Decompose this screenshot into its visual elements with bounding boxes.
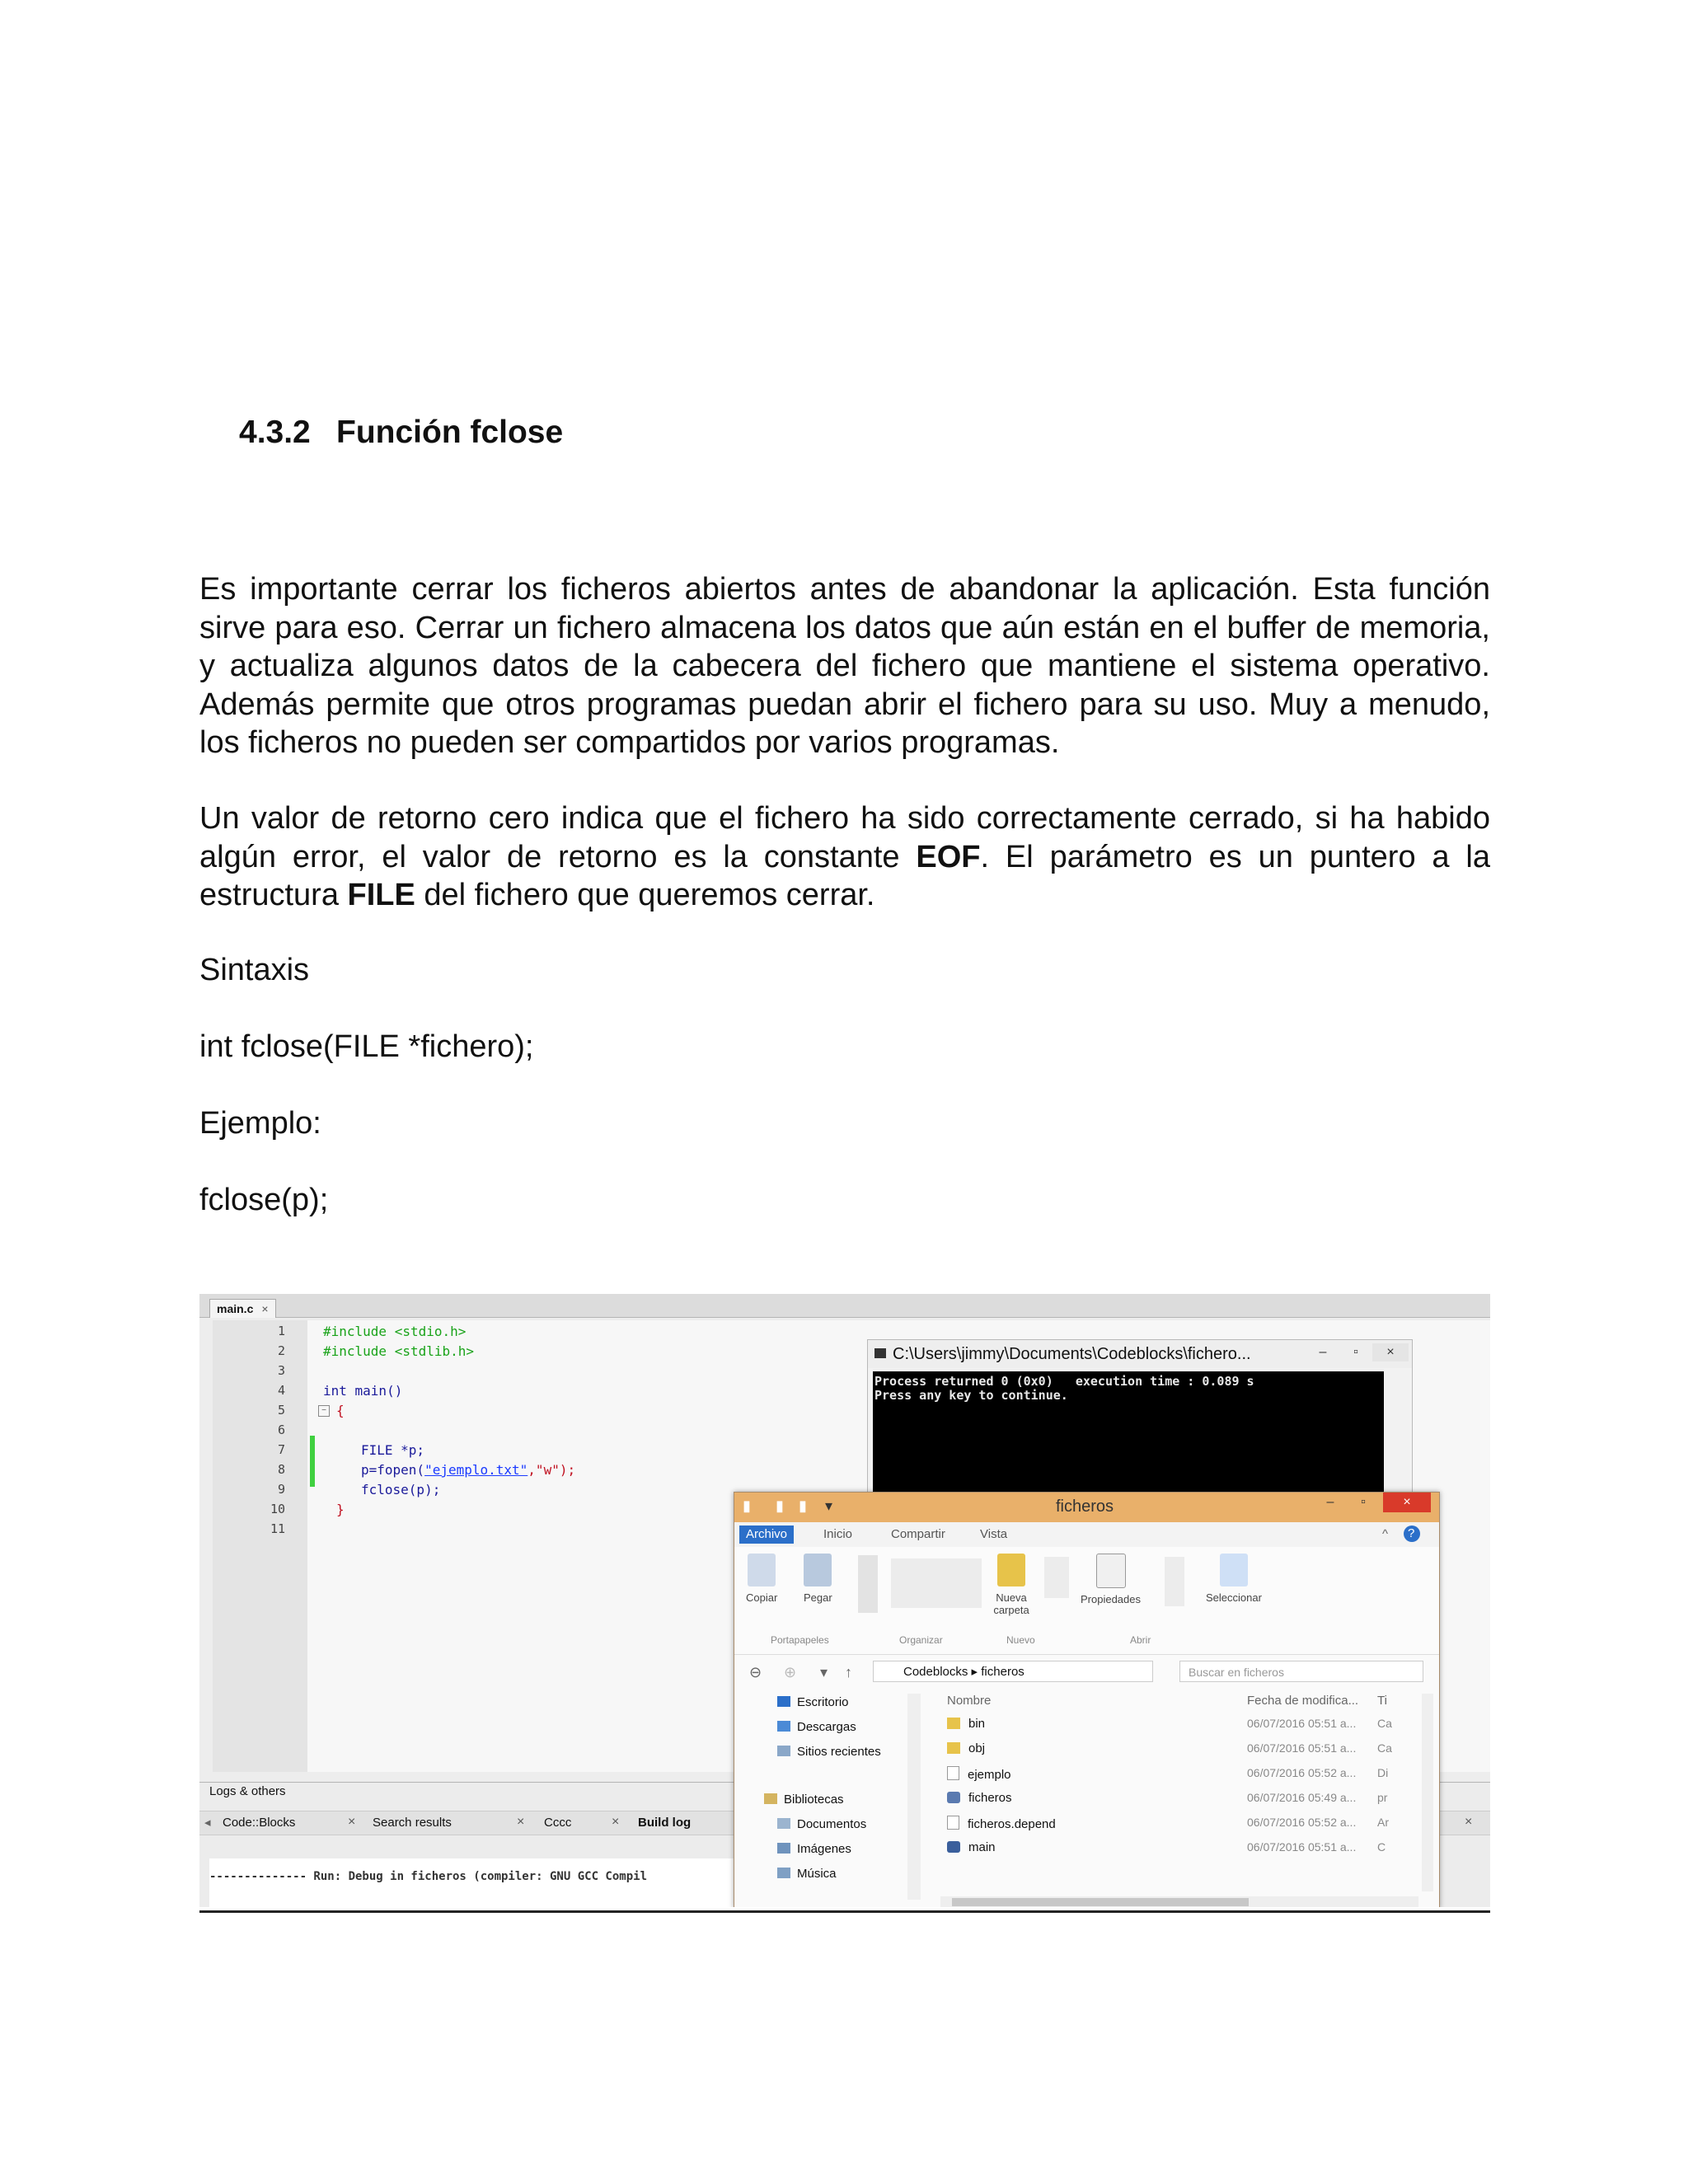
- file-struct: FILE: [347, 878, 415, 912]
- tab-vista[interactable]: Vista: [980, 1527, 1008, 1541]
- nav-label: Bibliotecas: [784, 1793, 844, 1807]
- code-token: ,"w");: [528, 1462, 576, 1478]
- navigation-pane: [743, 1694, 924, 1907]
- project-icon: [947, 1792, 960, 1803]
- ribbon-group-label: Portapapeles: [771, 1634, 829, 1646]
- explorer-menubar: [734, 1522, 1439, 1548]
- tab-archivo[interactable]: Archivo: [739, 1526, 794, 1544]
- example-code: fclose(p);: [199, 1183, 329, 1217]
- address-field[interactable]: Codeblocks ▸ ficheros: [873, 1661, 1153, 1682]
- logs-tab-search[interactable]: [373, 1815, 452, 1831]
- line-number: 9: [277, 1482, 285, 1497]
- line-number: 10: [270, 1502, 285, 1516]
- file-row[interactable]: [940, 1837, 1435, 1860]
- file-name: ficheros: [968, 1791, 1012, 1805]
- explorer-ribbon: [734, 1547, 1439, 1655]
- line-number: 5: [277, 1403, 285, 1418]
- downloads-icon: [777, 1721, 790, 1732]
- documents-icon: [777, 1818, 790, 1829]
- nav-item[interactable]: [777, 1842, 851, 1856]
- file-row[interactable]: [940, 1812, 1435, 1835]
- file-row[interactable]: [940, 1763, 1435, 1786]
- ribbon-group-label: Nuevo: [1006, 1634, 1035, 1646]
- build-log-output: -------------- Run: Debug in ficheros (compiler: GNU GCC Compil: [209, 1858, 869, 1907]
- button-label: Pegar: [804, 1591, 832, 1604]
- tab-inicio[interactable]: Inicio: [823, 1527, 853, 1541]
- code-token: p=fopen(: [361, 1462, 425, 1478]
- desktop-icon: [777, 1696, 790, 1707]
- close-icon[interactable]: ×: [1383, 1493, 1431, 1512]
- file-type: pr: [1377, 1791, 1388, 1804]
- code-line: }: [336, 1502, 345, 1517]
- column-header-type[interactable]: Ti: [1377, 1694, 1387, 1708]
- file-date: 06/07/2016 05:52 a...: [1247, 1766, 1357, 1779]
- file-name: bin: [968, 1717, 986, 1731]
- nav-label: Sitios recientes: [797, 1745, 881, 1759]
- line-number: 7: [277, 1442, 285, 1457]
- line-number: 6: [277, 1422, 285, 1437]
- properties-icon[interactable]: ▮: [776, 1497, 784, 1514]
- code-line: [361, 1462, 575, 1478]
- file-list-scrollbar[interactable]: [1422, 1694, 1433, 1891]
- libraries-icon: [764, 1793, 777, 1804]
- column-header-date[interactable]: Fecha de modifica...: [1247, 1694, 1359, 1708]
- explorer-titlebar[interactable]: [734, 1493, 1439, 1522]
- fold-toggle-icon[interactable]: −: [318, 1405, 330, 1417]
- changed-lines-marker: [310, 1436, 315, 1487]
- button-label: Copiar: [746, 1591, 778, 1604]
- new-item-icon[interactable]: [1044, 1557, 1069, 1598]
- paragraph-intro: Es importante cerrar los ficheros abiertos antes de abandonar la aplicación. Esta función sirve para eso. Cerrar un fichero almacena los datos que aún están en el buffer de memoria, y actualiza algunos datos de la cabecera del fichero que mantiene el sistema operativo. Además permite que otros programas puedan abrir el fichero para su uso. Muy a menudo, los ficheros no pueden ser compartidos por varios programas.: [199, 572, 1490, 760]
- code-line: FILE *p;: [361, 1442, 425, 1458]
- file-name: main: [968, 1840, 996, 1854]
- logs-tab-codeblocks[interactable]: [223, 1815, 295, 1831]
- console-output: [873, 1371, 1384, 1500]
- logs-tab-build[interactable]: [638, 1815, 691, 1831]
- nav-label: Imágenes: [797, 1842, 851, 1856]
- close-icon[interactable]: ×: [517, 1815, 525, 1829]
- file-icon: [947, 1816, 959, 1830]
- select-button[interactable]: [1206, 1554, 1262, 1604]
- properties-icon: [1096, 1554, 1126, 1588]
- example-label: Ejemplo:: [199, 1106, 321, 1141]
- horizontal-scrollbar[interactable]: [940, 1896, 1418, 1907]
- maximize-icon[interactable]: ▫: [1361, 1495, 1366, 1509]
- select-icon: [1220, 1554, 1248, 1586]
- file-row[interactable]: [940, 1713, 1435, 1736]
- copy-button[interactable]: [746, 1554, 777, 1604]
- music-icon: [777, 1868, 790, 1878]
- file-date: 06/07/2016 05:51 a...: [1247, 1840, 1357, 1854]
- paragraph-text: . El parámetro es un puntero a la estructura: [199, 839, 1490, 912]
- recent-places-icon: [777, 1746, 790, 1756]
- console-line: Press any key to continue.: [874, 1388, 1068, 1403]
- section-title: Función fclose: [336, 415, 564, 450]
- line-number: 8: [277, 1462, 285, 1477]
- ribbon-group-label: Organizar: [899, 1634, 943, 1646]
- ribbon-group-label: Abrir: [1130, 1634, 1151, 1646]
- editor-tabbar: [199, 1294, 1490, 1318]
- section-heading: [239, 415, 563, 451]
- help-icon[interactable]: ?: [1404, 1526, 1420, 1542]
- button-label: Seleccionar: [1206, 1591, 1262, 1604]
- section-number: 4.3.2: [239, 415, 311, 450]
- open-icon[interactable]: [1165, 1557, 1184, 1606]
- file-type: Ca: [1377, 1717, 1392, 1730]
- minimize-icon[interactable]: –: [1319, 1345, 1327, 1359]
- images-icon: [777, 1843, 790, 1854]
- console-line: Process returned 0 (0x0) execution time : 0.089 s: [874, 1374, 1254, 1389]
- nav-item[interactable]: [764, 1793, 844, 1807]
- button-label: Nueva carpeta: [993, 1591, 1029, 1616]
- file-date: 06/07/2016 05:51 a...: [1247, 1717, 1357, 1730]
- new-folder-button[interactable]: [988, 1554, 1034, 1616]
- editor-tab-main[interactable]: [209, 1299, 276, 1318]
- file-name: ejemplo: [968, 1768, 1011, 1782]
- file-row[interactable]: [940, 1738, 1435, 1761]
- nav-label: Escritorio: [797, 1695, 849, 1709]
- nav-label: Descargas: [797, 1720, 856, 1734]
- line-number: 3: [277, 1363, 285, 1378]
- console-title: C:\Users\jimmy\Documents\Codeblocks\fichero...: [893, 1345, 1251, 1363]
- button-label: Propiedades: [1081, 1593, 1141, 1605]
- syntax-label: Sintaxis: [199, 953, 310, 987]
- file-list: [940, 1694, 1435, 1907]
- chevron-down-icon[interactable]: ▾: [820, 1664, 828, 1680]
- syntax-code: int fclose(FILE *fichero);: [199, 1029, 534, 1064]
- logs-title: Logs & others: [209, 1784, 286, 1798]
- tab-label: main.c: [217, 1302, 254, 1315]
- folder-icon: [947, 1718, 960, 1729]
- tab-compartir[interactable]: Compartir: [891, 1527, 945, 1541]
- tab-label: Build log: [638, 1816, 692, 1830]
- screenshot-figure: [199, 1294, 1490, 1907]
- console-window[interactable]: [867, 1339, 1413, 1502]
- file-date: 06/07/2016 05:52 a...: [1247, 1816, 1357, 1829]
- code-line: fclose(p);: [361, 1482, 441, 1497]
- chevron-up-icon[interactable]: ^: [1382, 1527, 1389, 1541]
- file-type: Ar: [1377, 1816, 1389, 1829]
- maximize-icon[interactable]: ▫: [1353, 1345, 1358, 1359]
- customize-icon[interactable]: ▾: [825, 1497, 833, 1514]
- breadcrumb-item[interactable]: ficheros: [981, 1665, 1025, 1679]
- file-row[interactable]: [940, 1788, 1435, 1811]
- breadcrumb-item[interactable]: Codeblocks: [903, 1665, 968, 1679]
- console-icon: [874, 1348, 886, 1358]
- line-number: 1: [277, 1324, 285, 1338]
- folder-icon: ▮: [743, 1497, 751, 1514]
- nav-item[interactable]: [777, 1695, 849, 1709]
- folder-icon: [947, 1742, 960, 1754]
- code-line: {: [336, 1403, 345, 1418]
- forward-icon[interactable]: ⊕: [784, 1664, 797, 1680]
- source-file-icon: [947, 1841, 960, 1853]
- file-name: obj: [968, 1741, 986, 1755]
- file-type: Di: [1377, 1766, 1389, 1779]
- file-type: C: [1377, 1840, 1386, 1854]
- file-date: 06/07/2016 05:49 a...: [1247, 1791, 1357, 1804]
- cut-icon[interactable]: [858, 1555, 878, 1613]
- nav-item[interactable]: [777, 1867, 837, 1881]
- properties-button[interactable]: [1081, 1554, 1141, 1605]
- close-icon[interactable]: ×: [612, 1815, 620, 1829]
- paste-button[interactable]: [804, 1554, 832, 1604]
- scroll-left-icon[interactable]: ◂: [204, 1816, 211, 1830]
- nav-label: Documentos: [797, 1817, 867, 1831]
- paste-icon: [804, 1554, 832, 1586]
- search-input[interactable]: Buscar en ficheros: [1179, 1661, 1423, 1682]
- column-header-name[interactable]: Nombre: [947, 1694, 992, 1708]
- figure-bottom-rule: [199, 1910, 1490, 1913]
- paragraph-text: Un valor de retorno cero indica que el fichero ha sido correctamente cerrado, si ha habido algún error, el valor de retorno es la constante: [199, 801, 1490, 874]
- file-icon: [947, 1766, 959, 1780]
- address-bar: [734, 1657, 1439, 1687]
- code-string: "ejemplo.txt": [424, 1462, 528, 1478]
- nav-item[interactable]: [777, 1745, 881, 1759]
- nav-item[interactable]: [777, 1817, 866, 1831]
- code-line: #include <stdio.h>: [323, 1324, 467, 1339]
- explorer-title: ficheros: [1056, 1497, 1114, 1516]
- code-line: int main(): [323, 1383, 403, 1399]
- new-folder-icon[interactable]: ▮: [799, 1497, 807, 1514]
- paragraph-text: del fichero que queremos cerrar.: [415, 878, 875, 912]
- minimize-icon[interactable]: –: [1326, 1495, 1334, 1509]
- eof-constant: EOF: [916, 839, 981, 874]
- copy-icon: [748, 1554, 776, 1586]
- up-icon[interactable]: ↑: [845, 1664, 852, 1680]
- tab-label: Search results: [373, 1816, 452, 1830]
- logs-tab-cccc[interactable]: [544, 1815, 571, 1831]
- file-type: Ca: [1377, 1741, 1392, 1755]
- organize-icons[interactable]: [891, 1558, 982, 1608]
- paragraph-return-value: [199, 799, 1490, 915]
- file-date: 06/07/2016 05:51 a...: [1247, 1741, 1357, 1755]
- nav-item[interactable]: [777, 1720, 856, 1734]
- scroll-thumb[interactable]: [952, 1898, 1249, 1906]
- close-icon[interactable]: ×: [261, 1302, 269, 1315]
- console-titlebar[interactable]: [868, 1340, 1412, 1368]
- line-number: 4: [277, 1383, 285, 1398]
- line-number: 2: [277, 1343, 285, 1358]
- file-name: ficheros.depend: [968, 1817, 1056, 1831]
- back-icon[interactable]: ⊖: [749, 1664, 762, 1680]
- new-folder-icon: [997, 1554, 1025, 1586]
- nav-scrollbar[interactable]: [907, 1694, 921, 1900]
- close-icon[interactable]: ×: [348, 1815, 356, 1829]
- nav-label: Música: [797, 1867, 837, 1881]
- code-line: #include <stdlib.h>: [323, 1343, 475, 1359]
- file-explorer-window[interactable]: [734, 1492, 1440, 1907]
- close-icon[interactable]: ×: [1465, 1815, 1473, 1829]
- tab-label: Cccc: [544, 1816, 572, 1830]
- tab-label: Code::Blocks: [223, 1816, 296, 1830]
- line-number: 11: [270, 1521, 285, 1536]
- close-icon[interactable]: ×: [1372, 1343, 1409, 1361]
